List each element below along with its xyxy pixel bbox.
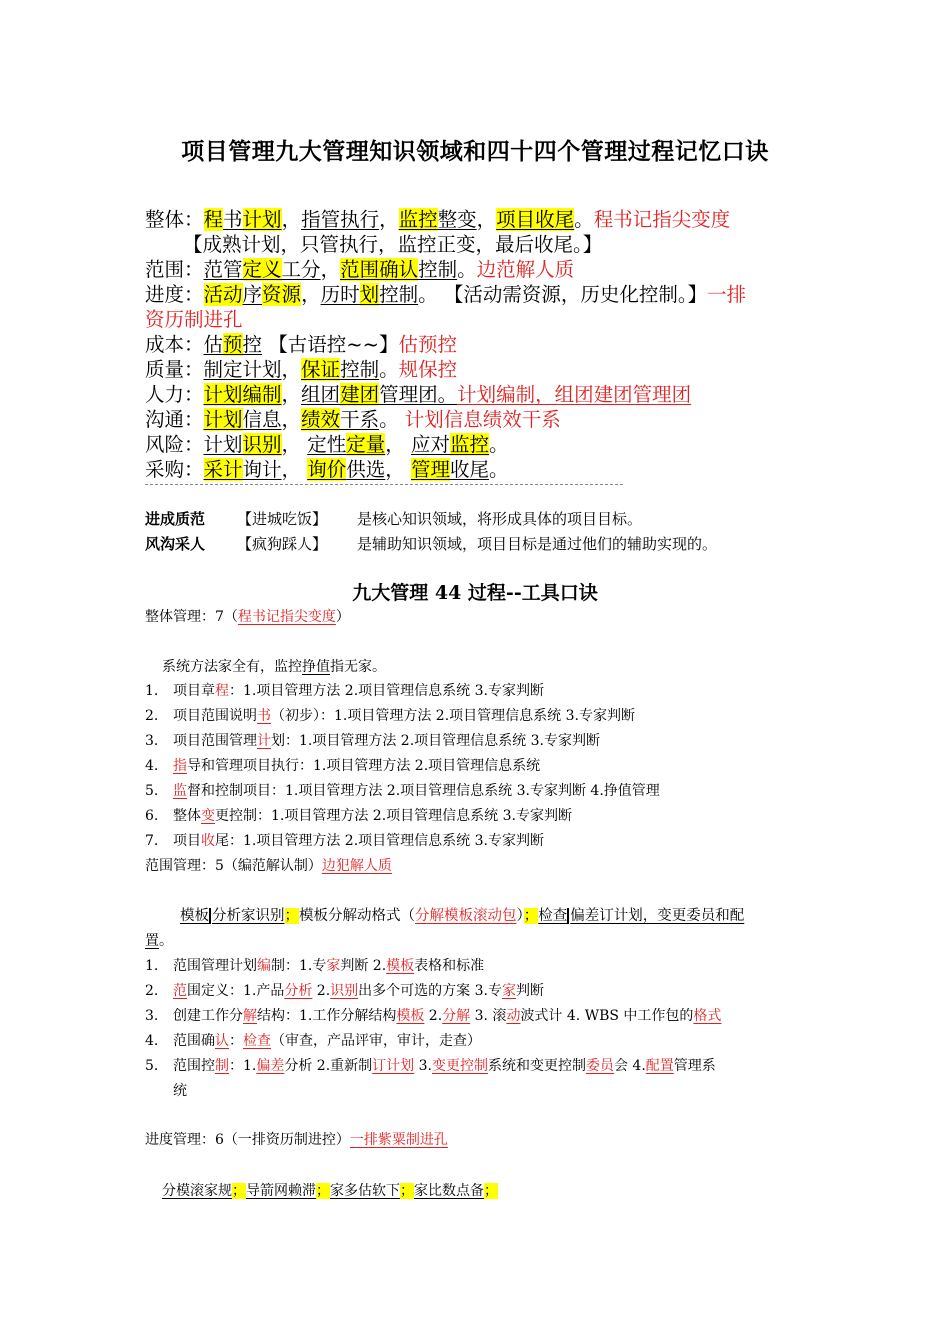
schedule-mnemonic-cont: 资历制进孔 xyxy=(145,308,243,331)
schedule-mnemonic-link: 一排紫粟制进孔 xyxy=(349,1132,448,1148)
schedule-header: 进度管理：6（一排资历制进控）一排紫粟制进孔 xyxy=(145,1132,448,1148)
hr-area-line: 人力：计划编制，组团建团管理团。计划编制，组团建团管理团 xyxy=(145,383,692,406)
mnemonic-red: 程书记指尖变度 xyxy=(593,208,731,231)
scope-mnemonic-cont: 置。 xyxy=(145,933,173,949)
scope-area-line: 范围：范管定义工分，范围确认控制。边范解人质 xyxy=(145,258,575,281)
scope-mnemonic: 模板 分析家识别；模板分解动格式（分解模板滚动包）；检查 偏差订计划，变更委员和配 xyxy=(180,908,745,924)
cost-area-line: 成本：估预控 【古语控~~】估预控 xyxy=(145,333,457,356)
quality-area-line: 质量：制定计划，保证控制。规保控 xyxy=(145,358,458,381)
integration-area-line: 整体：程书计划，指管执行，监控整变，项目收尾。程书记指尖变度 xyxy=(145,208,731,231)
area-label: 整体： xyxy=(145,208,204,231)
auxiliary-areas-row: 风沟采人 【疯狗踩人】 是辅助知识领域，项目目标是通过他们的辅助实现的。 xyxy=(145,535,718,553)
scope-header: 范围管理：5（编范解认制）边犯解人质 xyxy=(145,858,392,874)
integration-bracket-line: 【成熟计划，只管执行，监控正变，最后收尾。】 xyxy=(183,233,603,256)
scope-mnemonic-link: 边犯解人质 xyxy=(321,858,392,874)
communication-area-line: 沟通：计划信息，绩效干系。 计划信息绩效干系 xyxy=(145,408,561,431)
schedule-area-line: 进度：活动序资源，历时划控制。 【活动需资源，历史化控制。】一排 xyxy=(145,283,747,306)
integration-mnemonic: 系统方法家全有，监控挣值指无家。 xyxy=(162,659,386,675)
document-page: 项目管理九大管理知识领域和四十四个管理过程记忆口诀 整体：程书计划，指管执行，监控整变，项目收尾。程书记指尖变度 【成熟计划，只管执行，监控正变，最后收尾。】 范围：范管定义工分，范围确认控制。边范解人质 进度：活动序资源，历时划控制。 【活动需资源，历史化控制。】一排 资历制进孔 成本：估预控 【古语控~~】估预控 质量：制定计划，保证控制。规保控 人力：计划编制，组团建团管理团。计划编制，组团建团管理团 沟通：计划信息，绩效干系。 计划信息绩效干系 风险：计划识别， 定性定量， 应对监控。 采购：采计询计， 询价供选， 管理收尾。 进成质范 【进城吃饭】 是核心知识领域，将形成具体的项目目标。 风沟采人 【疯狗踩人】 是辅助知识领域，项目目标是通过他们的辅助实现的。 九大管理 44 过程--工具口诀 整体管理：7（程书记指尖变度） 系统方法家全有，监控挣值指无家。 1. 项目章程：1.项目管理方法 2.项目管理信息系统 3.专家判断 2. 项目范围说明书（初步）：1.项目管理方法 2.项目管理信息系统 3.专家判断 3. 项目范围管理计划：1.项目管理方法 2.项目管理信息系统 3.专家判断 4. 指导和管理项目执行：1.项目管理方法 2.项目管理信息系统 5. 监督和控制项目：1.项目管理方法 2.项目管理信息系统 3.专家判断 4.挣值管理 6. 整体变更控制：1.项目管理方法 2.项目管理信息系统 3.专家判断 7. 项目收尾：1.项目管理方法 2.项目管理信息系统 3.专家判断 范围管理：5（编范解认制）边犯解人质 模板 分析家识别；模板分解动格式（分解模板滚动包）；检查 偏差订计划，变更委员和配 置。 1. 范围管理计划编制：1.专家判断 2.模板表格和标准 2. 范围定义：1.产品分析 2.识别出多个可选的方案 3.专家判断 3. 创建工作分解结构：1.工作分解结构模板 2.分解 3. 滚动波式计 4. WBS 中工作包的格式 4. 范围确认：检查（审查，产品评审，审计，走查） 5. 范围控制：1.偏差分析 2.重新制订计划 3.变更控制系统和变更控制委员会 4.配置管理系 统 进度管理：6（一排资历制进控）一排紫粟制进孔 分模滚家规；导箭网赖滞；家多估软下；家比数点备； xyxy=(0,0,950,1344)
schedule-mnemonic: 分模滚家规；导箭网赖滞；家多估软下；家比数点备； xyxy=(162,1183,498,1199)
integration-header: 整体管理：7（程书记指尖变度） xyxy=(145,609,350,625)
page-title: 项目管理九大管理知识领域和四十四个管理过程记忆口诀 xyxy=(181,138,769,165)
core-areas-row: 进成质范 【进城吃饭】 是核心知识领域，将形成具体的项目目标。 xyxy=(145,510,643,528)
section-title: 九大管理 44 过程--工具口诀 xyxy=(352,582,598,604)
dashed-separator xyxy=(145,484,623,485)
risk-area-line: 风险：计划识别， 定性定量， 应对监控。 xyxy=(145,433,509,456)
procurement-area-line: 采购：采计询计， 询价供选， 管理收尾。 xyxy=(145,458,509,481)
integration-mnemonic-link: 程书记指尖变度 xyxy=(237,609,336,625)
